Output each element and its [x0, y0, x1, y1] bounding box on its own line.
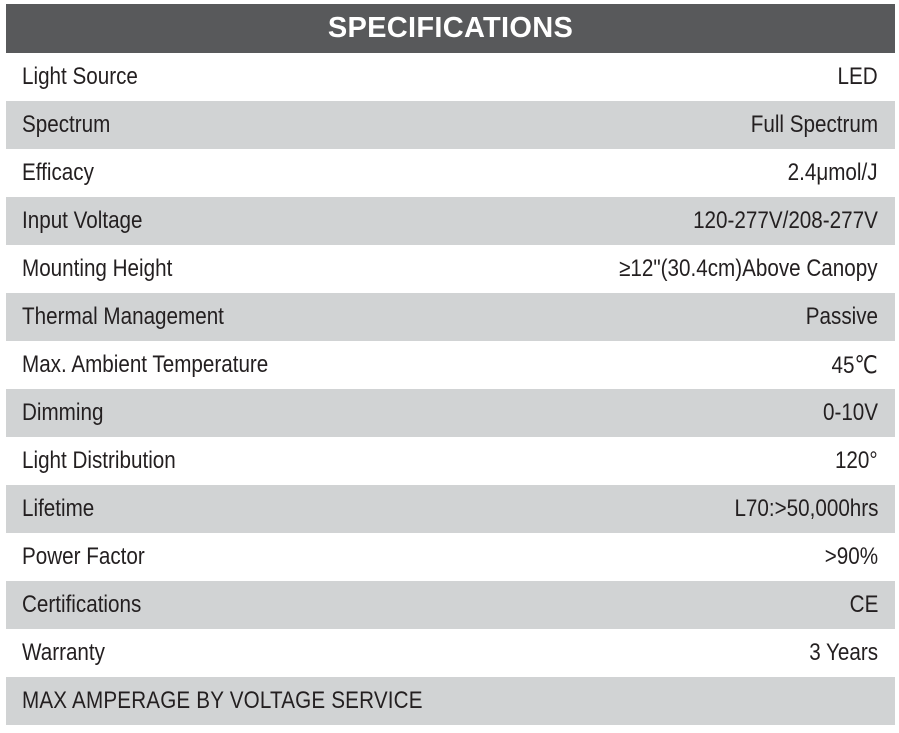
spec-row-input-voltage [6, 197, 895, 245]
spec-label: Input Voltage [22, 207, 143, 234]
spec-value: 2.4μmol/J [788, 159, 878, 186]
spec-value: 0-10V [822, 399, 878, 426]
spec-row-lifetime [6, 485, 895, 533]
spec-value: 3 Years [809, 639, 878, 666]
spec-row-light-distribution [6, 437, 895, 485]
spec-value: 45℃ [831, 351, 878, 379]
spec-row-spectrum [6, 101, 895, 149]
spec-label: Dimming [22, 399, 104, 426]
max-amperage-section-heading [6, 677, 895, 725]
spec-label: Spectrum [22, 111, 111, 138]
section-heading-label: MAX AMPERAGE BY VOLTAGE SERVICE [22, 687, 423, 714]
spec-value: Full Spectrum [750, 111, 878, 138]
spec-value: CE [849, 591, 878, 618]
spec-row-mounting-height [6, 245, 895, 293]
spec-label: Light Distribution [22, 447, 176, 474]
spec-value: LED [837, 63, 878, 90]
spec-row-certifications [6, 581, 895, 629]
spec-label: Efficacy [22, 159, 94, 186]
spec-label: Warranty [22, 639, 105, 666]
spec-row-efficacy [6, 149, 895, 197]
spec-label: Lifetime [22, 495, 95, 522]
spec-value: ≥12"(30.4cm)Above Canopy [619, 255, 878, 282]
spec-table-title: SPECIFICATIONS [6, 4, 895, 53]
spec-label: Mounting Height [22, 255, 173, 282]
spec-table [6, 4, 895, 725]
spec-label: Light Source [22, 63, 138, 90]
spec-value: >90% [824, 543, 878, 570]
spec-label: Certifications [22, 591, 142, 618]
spec-row-power-factor [6, 533, 895, 581]
spec-label: Max. Ambient Temperature [22, 351, 269, 378]
spec-value: L70:>50,000hrs [733, 495, 878, 522]
spec-row-dimming [6, 389, 895, 437]
spec-row-max-ambient-temperature [6, 341, 895, 389]
spec-row-thermal-management [6, 293, 895, 341]
spec-label: Thermal Management [22, 303, 224, 330]
spec-row-light-source [6, 53, 895, 101]
spec-value: 120-277V/208-277V [693, 207, 878, 234]
spec-row-warranty [6, 629, 895, 677]
spec-value: Passive [805, 303, 878, 330]
spec-label: Power Factor [22, 543, 145, 570]
spec-value: 120° [835, 447, 878, 474]
